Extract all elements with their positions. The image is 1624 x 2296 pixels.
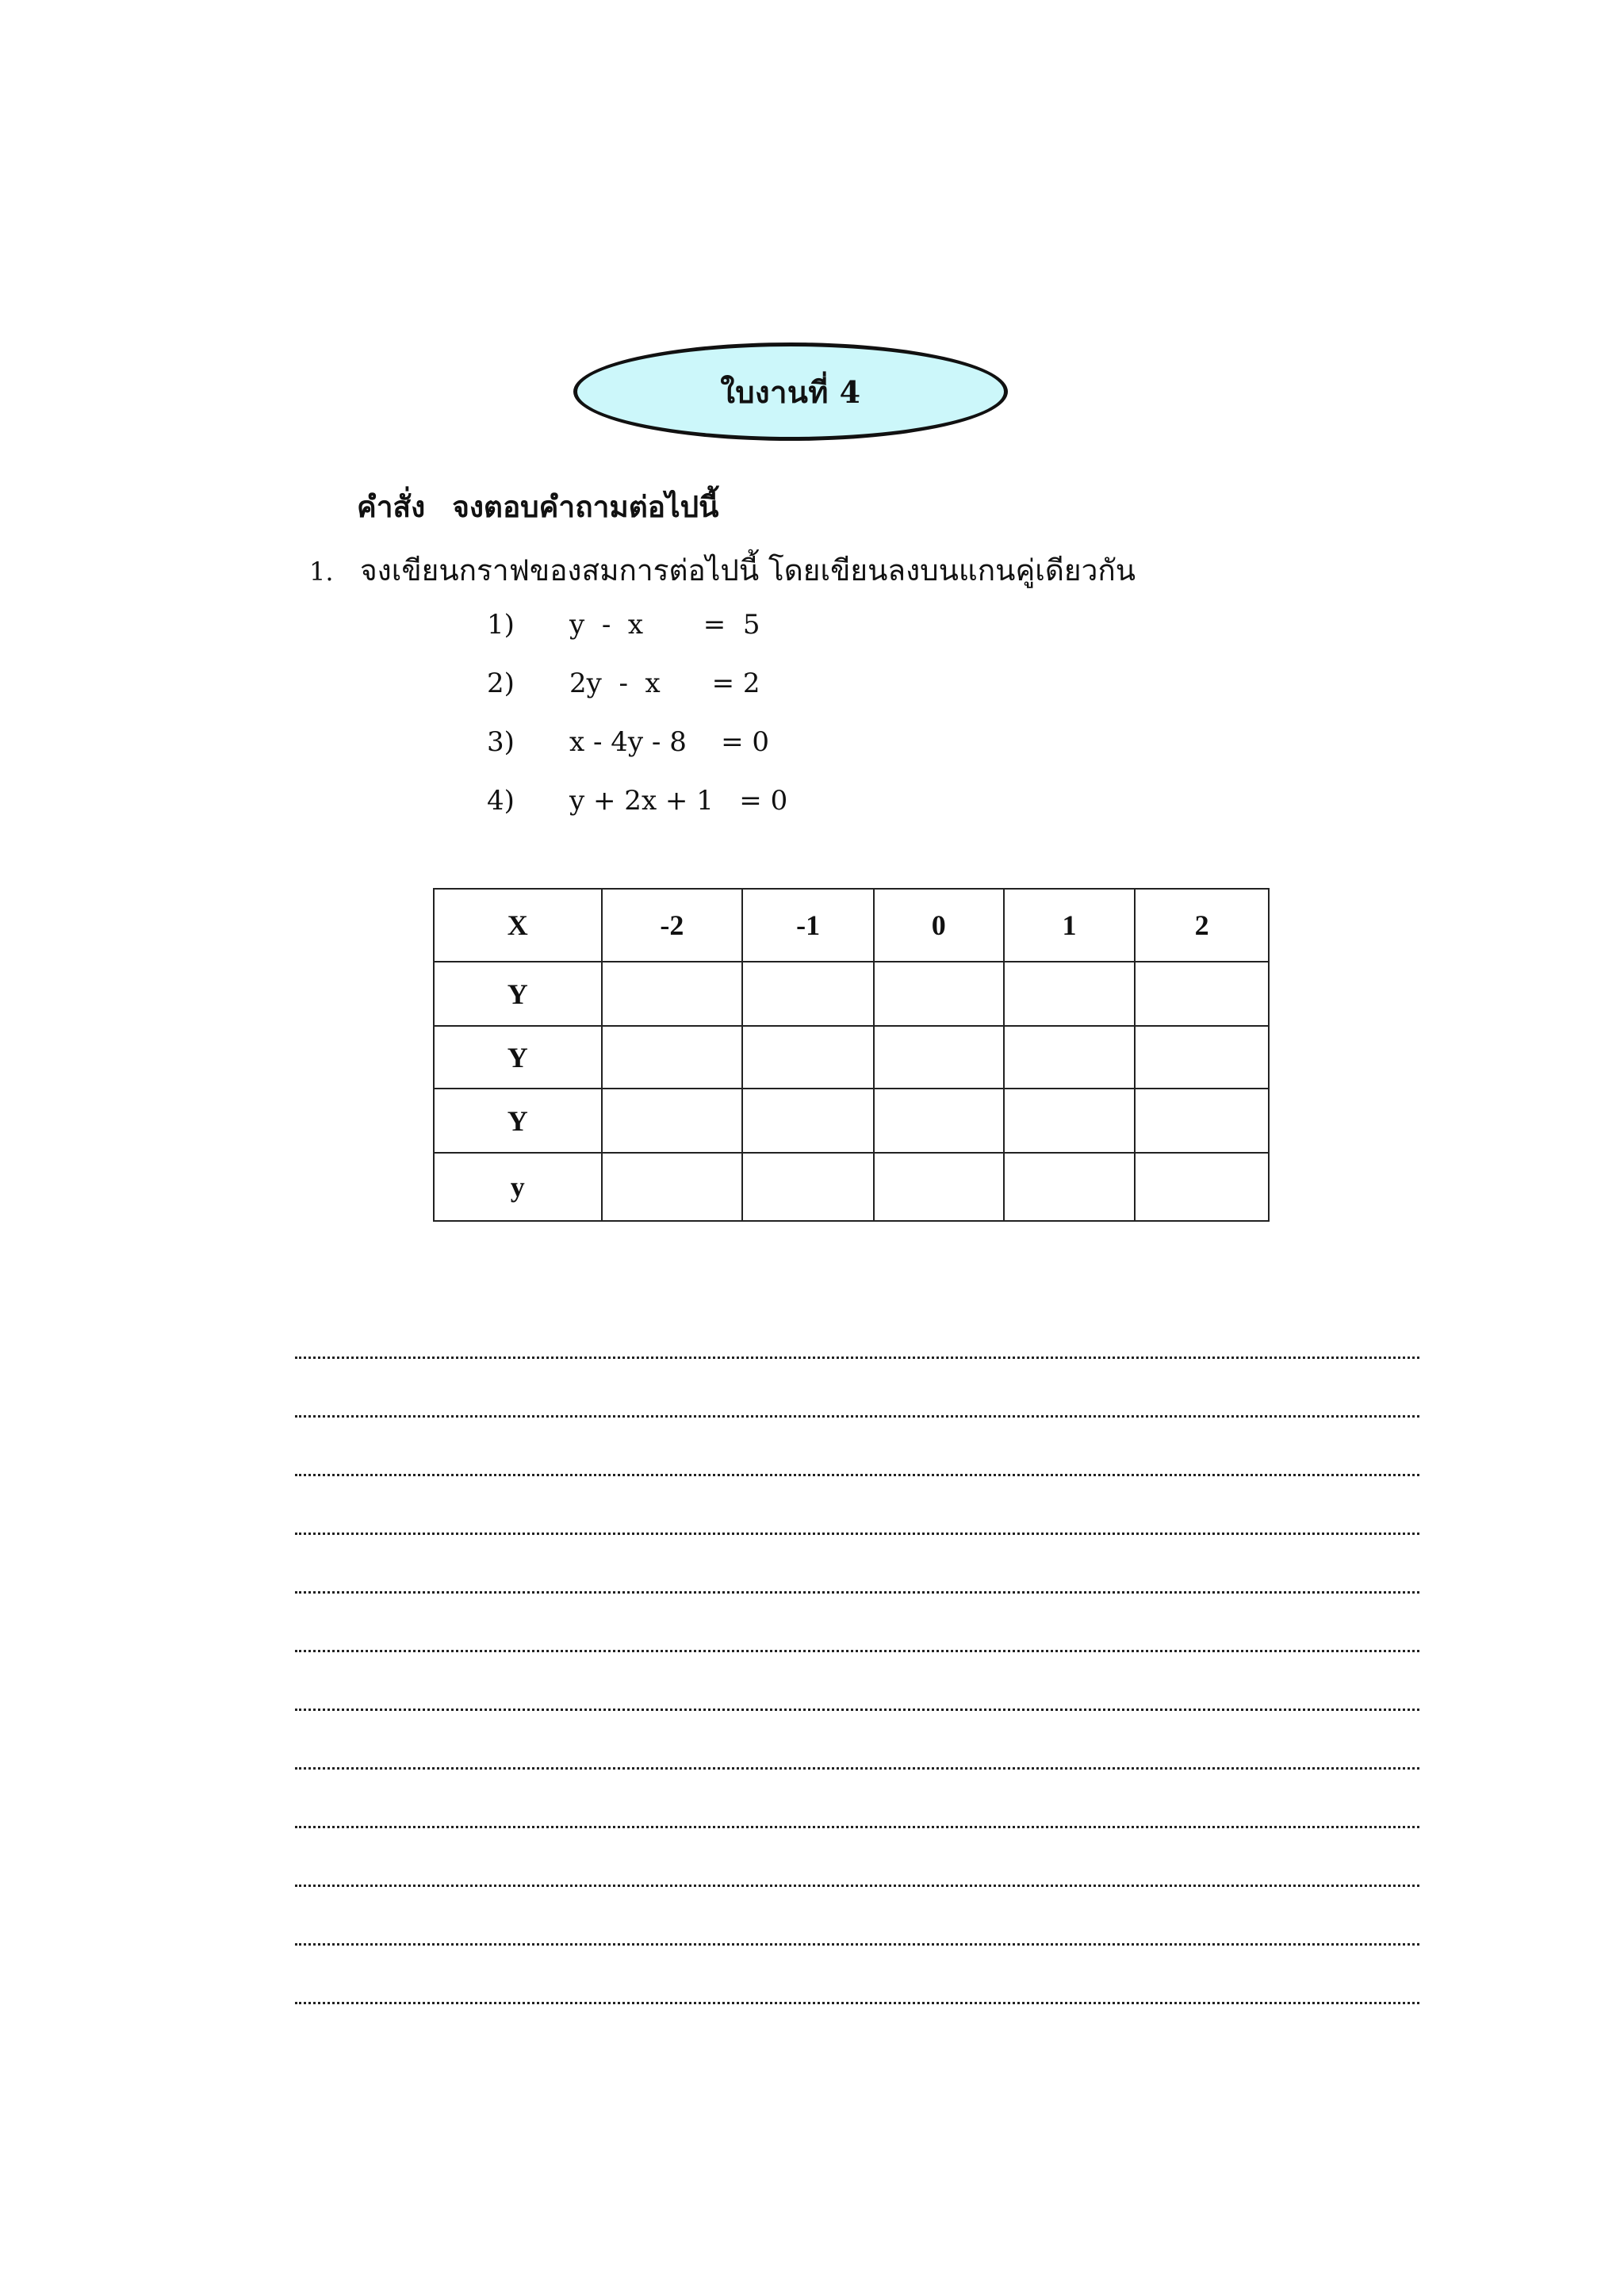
answer-cell[interactable] <box>742 1026 874 1089</box>
equation-number: 1) <box>487 609 515 641</box>
answer-cell[interactable] <box>742 1153 874 1221</box>
answer-line[interactable] <box>295 1652 1419 1711</box>
equation-number: 4) <box>487 785 515 817</box>
values-table <box>433 888 1270 1222</box>
row-label: Y <box>434 1089 602 1153</box>
answer-line[interactable] <box>295 1594 1419 1652</box>
answer-cell[interactable] <box>1135 1089 1269 1153</box>
row-label: Y <box>434 962 602 1026</box>
answer-cell[interactable] <box>874 1153 1004 1221</box>
header-cell: -1 <box>742 889 874 962</box>
question-number: 1. <box>309 557 334 587</box>
equation-expression: y - x = 5 <box>569 609 760 641</box>
answer-line[interactable] <box>295 1418 1419 1476</box>
table-row <box>434 1153 1269 1221</box>
answer-line[interactable] <box>295 1711 1419 1770</box>
answer-cell[interactable] <box>742 962 874 1026</box>
answer-cell[interactable] <box>602 1089 743 1153</box>
answer-line[interactable] <box>295 1476 1419 1535</box>
question-text: จงเขียนกราฟของสมการต่อไปนี้ โดยเขียนลงบนแกนคู่เดียวกัน <box>360 553 1136 587</box>
equation-number: 2) <box>487 668 515 699</box>
answer-cell[interactable] <box>874 962 1004 1026</box>
answer-cell[interactable] <box>742 1089 874 1153</box>
table-header-row <box>434 889 1269 962</box>
answer-cell[interactable] <box>1135 962 1269 1026</box>
answer-line[interactable] <box>295 1828 1419 1887</box>
header-cell: -2 <box>602 889 743 962</box>
answer-line[interactable] <box>295 1300 1419 1359</box>
row-label: Y <box>434 1026 602 1089</box>
header-cell: 0 <box>874 889 1004 962</box>
equation-1 <box>487 609 760 641</box>
question-1 <box>309 547 1136 594</box>
answer-line[interactable] <box>295 1887 1419 1946</box>
answer-cell[interactable] <box>602 962 743 1026</box>
equation-2 <box>487 668 760 699</box>
answer-cell[interactable] <box>874 1089 1004 1153</box>
answer-line[interactable] <box>295 1770 1419 1828</box>
instruction <box>357 484 718 530</box>
header-cell: X <box>434 889 602 962</box>
answer-cell[interactable] <box>1004 1089 1136 1153</box>
table-row <box>434 962 1269 1026</box>
title-oval <box>573 342 1008 441</box>
answer-line[interactable] <box>295 1946 1419 2004</box>
answer-cell[interactable] <box>1135 1026 1269 1089</box>
answer-cell[interactable] <box>874 1026 1004 1089</box>
equation-3 <box>487 726 769 758</box>
worksheet-title: ใบงานที่ 4 <box>720 373 861 410</box>
answer-cell[interactable] <box>1135 1153 1269 1221</box>
equation-expression: 2y - x = 2 <box>569 668 760 699</box>
instruction-label: คำสั่ง <box>357 489 426 524</box>
answer-line[interactable] <box>295 1535 1419 1594</box>
table-row <box>434 1026 1269 1089</box>
answer-cell[interactable] <box>602 1026 743 1089</box>
answer-cell[interactable] <box>1004 962 1136 1026</box>
equation-expression: y + 2x + 1 = 0 <box>569 785 788 817</box>
answer-cell[interactable] <box>602 1153 743 1221</box>
table-row <box>434 1089 1269 1153</box>
equation-4 <box>487 785 787 817</box>
answer-cell[interactable] <box>1004 1153 1136 1221</box>
answer-cell[interactable] <box>1004 1026 1136 1089</box>
instruction-text: จงตอบคำถามต่อไปนี้ <box>452 489 719 524</box>
header-cell: 1 <box>1004 889 1136 962</box>
equation-number: 3) <box>487 726 515 758</box>
answer-lines <box>295 1300 1419 2004</box>
equation-expression: x - 4y - 8 = 0 <box>569 726 770 758</box>
row-label: y <box>434 1153 602 1221</box>
header-cell: 2 <box>1135 889 1269 962</box>
answer-line[interactable] <box>295 1359 1419 1418</box>
